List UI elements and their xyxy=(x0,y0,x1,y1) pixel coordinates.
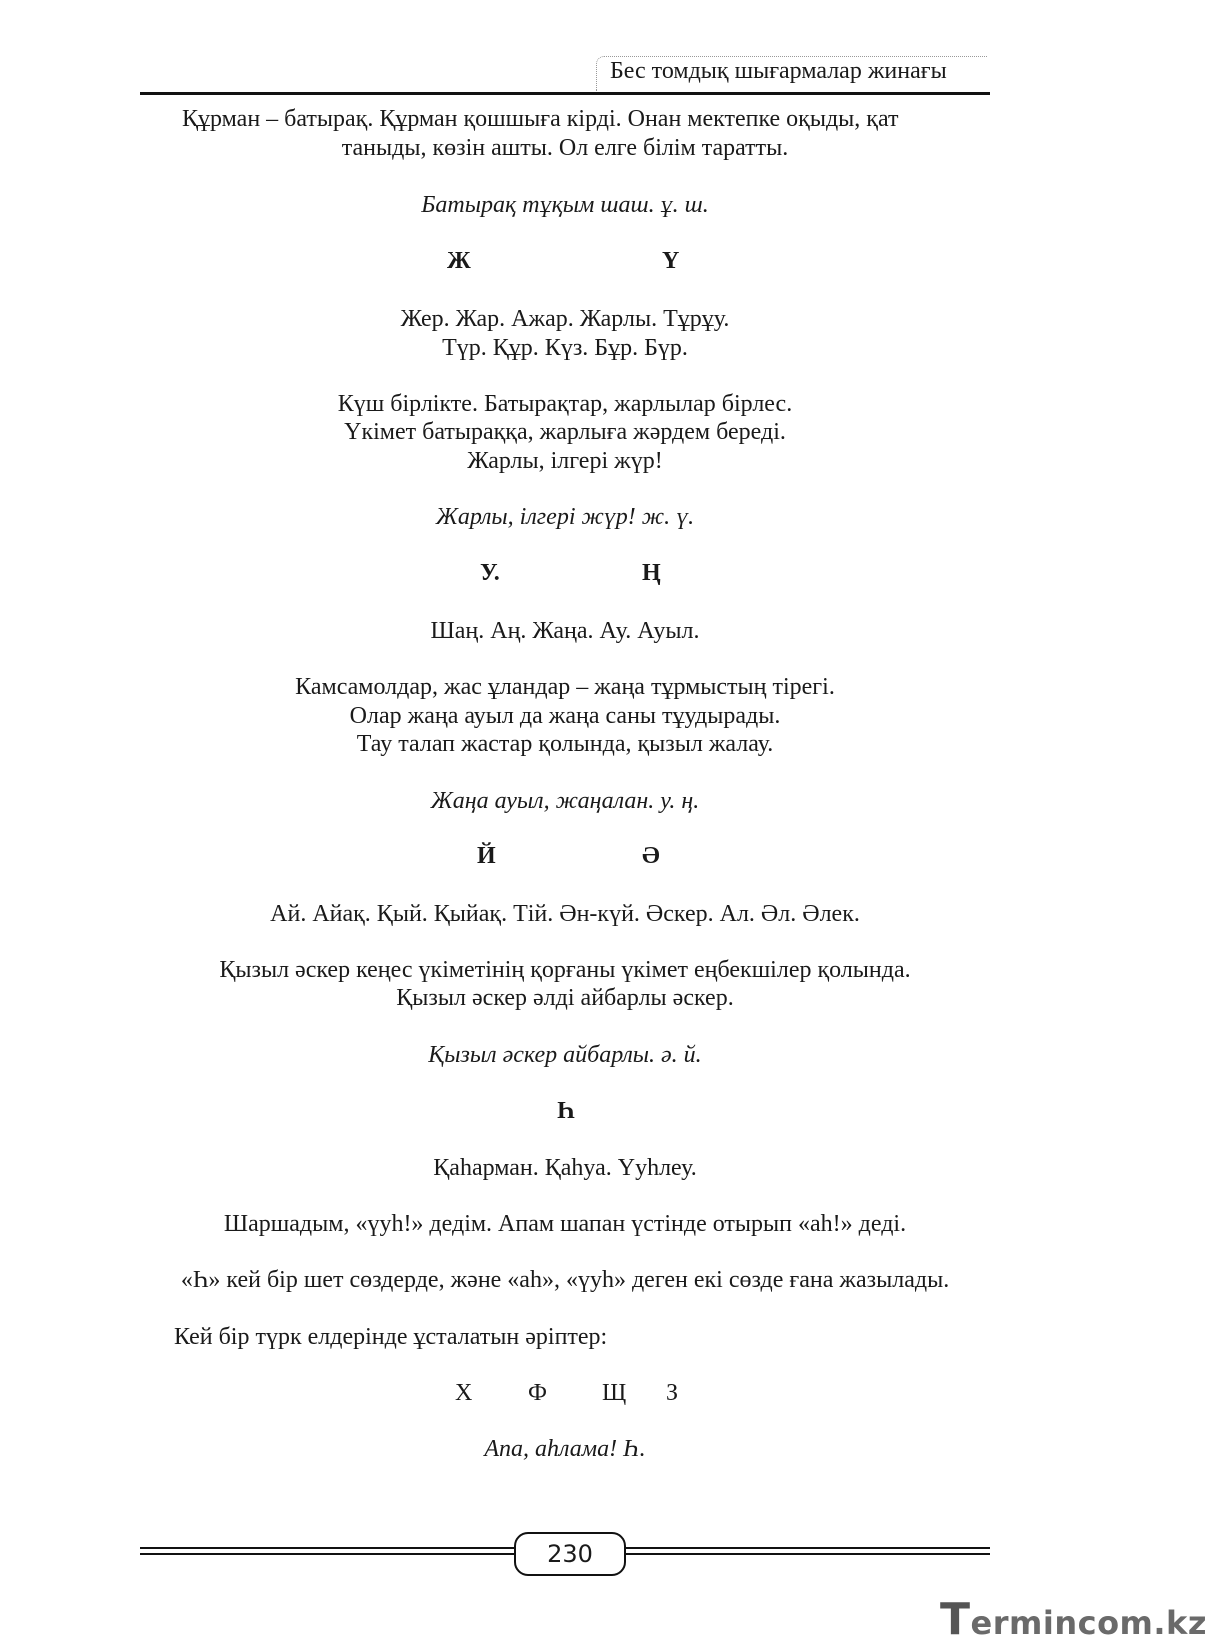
paragraph-line: Үкімет батыраққа, жарлыға жәрдем береді. xyxy=(344,419,786,445)
letter-heading: Һ xyxy=(557,1098,575,1124)
footer-rule-right-top xyxy=(618,1547,990,1549)
watermark-text: ermincom.kz xyxy=(970,1604,1207,1642)
letter-item: Х xyxy=(455,1380,473,1406)
watermark-logo xyxy=(940,1594,1207,1645)
watermark-t: T xyxy=(940,1594,971,1645)
paragraph-line: Қызыл әскер әлді айбарлы әскер. xyxy=(396,985,734,1011)
paragraph-line: Олар жаңа ауыл да жаңа саны тұудырады. xyxy=(349,703,781,729)
letter-heading: У. xyxy=(480,560,500,586)
footer-rule-left-top xyxy=(140,1547,518,1549)
running-header: Бес томдық шығармалар жинағы xyxy=(610,58,947,84)
italic-summary: Қызыл әскер айбарлы. ә. й. xyxy=(428,1042,702,1068)
word-list: Жер. Жар. Ажар. Жарлы. Тұрұу. xyxy=(400,306,730,332)
italic-summary: Батырақ тұқым шаш. ұ. ш. xyxy=(421,192,709,218)
letter-item: Щ xyxy=(602,1380,627,1406)
italic-summary: Жаңа ауыл, жаңалан. у. ң. xyxy=(430,788,700,814)
word-list: Шаң. Аң. Жаңа. Ау. Ауыл. xyxy=(430,618,700,644)
footer-rule-right-bottom xyxy=(618,1553,990,1555)
letter-item: З xyxy=(666,1380,679,1406)
paragraph-line: таныды, көзін ашты. Ол елге білім таратты. xyxy=(341,135,789,161)
letter-heading: Ә xyxy=(642,843,660,869)
paragraph-line: Камсамолдар, жас ұландар – жаңа тұрмыстың тірегі. xyxy=(295,674,835,700)
letter-heading: Ү xyxy=(662,248,680,274)
page-number: 230 xyxy=(514,1532,626,1576)
word-list: Ай. Айақ. Қый. Қыйақ. Тій. Ән-күй. Әскер. Ал. Әл. Әлек. xyxy=(270,901,860,927)
italic-summary: Жарлы, ілгері жүр! ж. ү. xyxy=(435,504,695,530)
paragraph-line: Құрман – батырақ. Құрман қошшыға кірді. Онан мектепке оқыды, қат xyxy=(182,106,899,132)
letter-item: Ф xyxy=(528,1380,547,1406)
paragraph-line: Шаршадым, «үуһ!» дедім. Апам шапан үстінде отырып «аһ!» деді. xyxy=(223,1211,907,1237)
paragraph-line: Қызыл әскер кеңес үкіметінің қорғаны үкімет еңбекшілер қолында. xyxy=(219,957,911,983)
letter-heading: Й xyxy=(477,843,496,869)
italic-summary: Апа, аһлама! Һ. xyxy=(484,1436,646,1462)
paragraph-line: Тау талап жастар қолында, қызыл жалау. xyxy=(356,731,774,757)
paragraph-line: Жарлы, ілгері жүр! xyxy=(467,448,663,474)
letter-heading: Ң xyxy=(642,560,661,586)
word-list: Түр. Құр. Күз. Бұр. Бүр. xyxy=(442,335,688,361)
footer-rule-left-bottom xyxy=(140,1553,518,1555)
header-rule xyxy=(140,92,990,95)
word-list: Қаһарман. Қаһуа. Үуһлеу. xyxy=(433,1155,697,1181)
paragraph-line: Күш бірлікте. Батырақтар, жарлылар бірлес. xyxy=(337,391,793,417)
paragraph-line: «Һ» кей бір шет сөздерде, және «аһ», «үуһ» деген екі сөзде ғана жазылады. xyxy=(180,1267,950,1293)
paragraph-line: Кей бір түрк елдерінде ұсталатын әріптер: xyxy=(174,1324,608,1350)
letter-heading: Ж xyxy=(447,248,471,274)
